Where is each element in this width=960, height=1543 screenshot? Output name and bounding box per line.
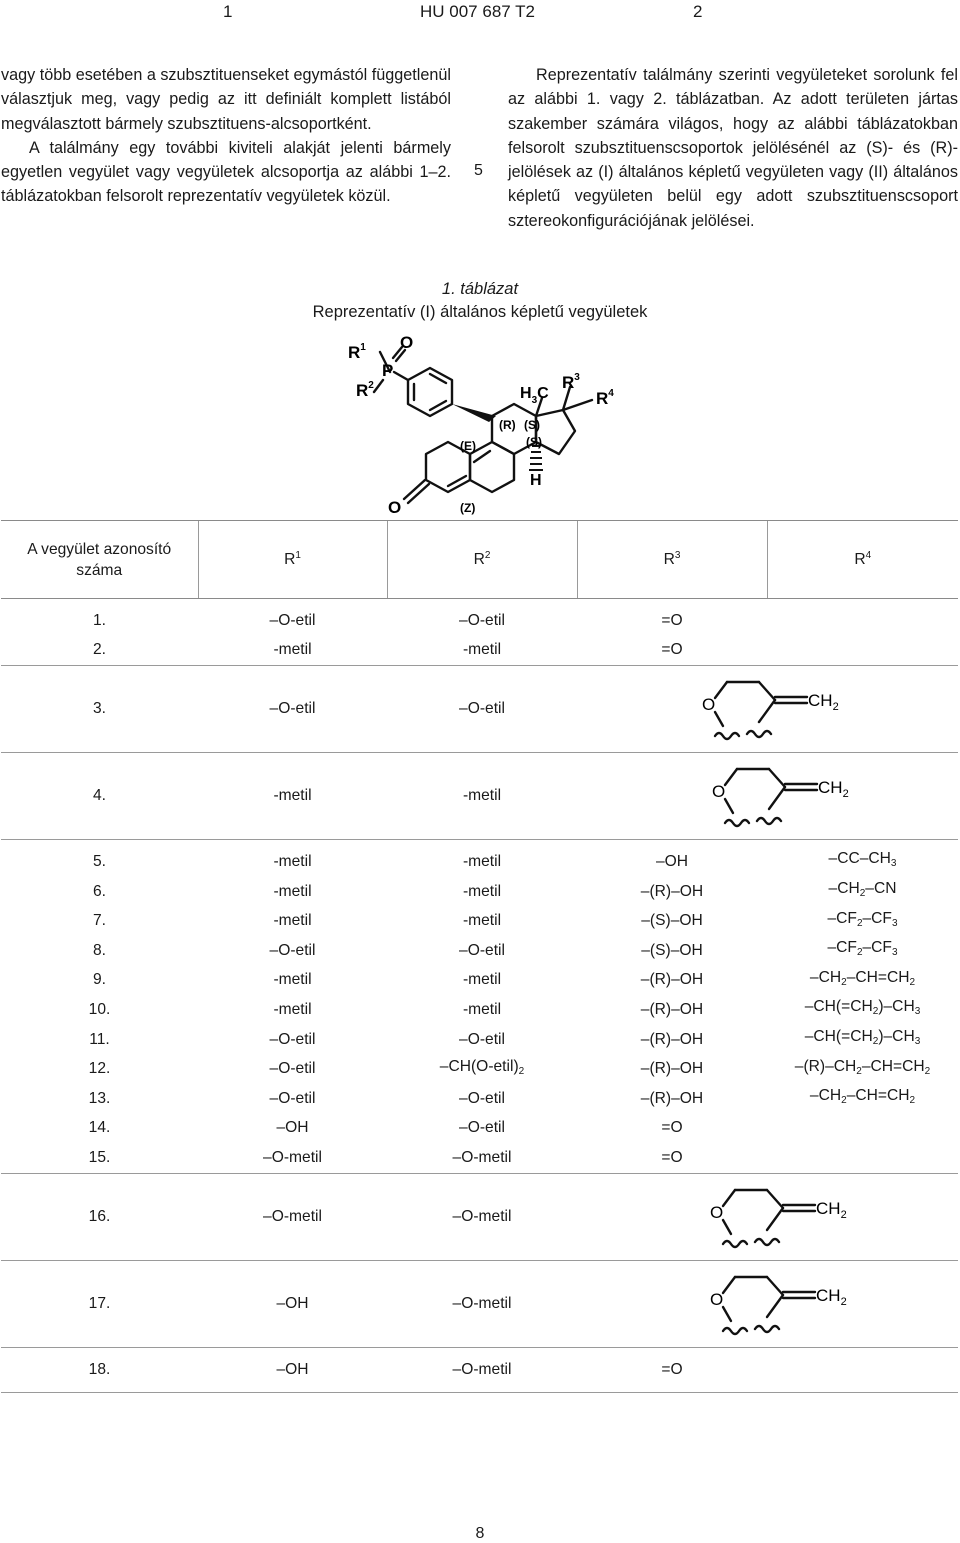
cell-id: 2. [1,636,198,666]
r2-label: $R^2$ [356,380,374,400]
cell-id: 11. [89,1030,110,1048]
right-paragraph-1: Reprezentatív találmány szerinti vegyületeket sorolunk fel az alábbi 1. vagy 2. táblázatban. Az adott területen jártas szakember számára világos, hogy az alábbi táblázatokban felsorolt szubsztituenscsoportok jelölésénél az (S)- és (R)- jelölések az (I) általános képletű vegyületen vagy (II) általános képletű vegyületen belül egy adott szubsztituenscsoport sztereokonfigurációjának jelölései. [508,66,958,230]
cell-r3: –(R)–OH [640,971,704,989]
table-row [1,995,958,1025]
document-number: HU 007 687 T2 [420,2,535,21]
cell-r1: -metil [198,636,387,666]
exomethylene-ring-icon [705,1269,865,1339]
table-row [1,1025,958,1055]
table-row [1,1173,958,1260]
table-row [1,1114,958,1144]
ring-ch2-label: $CH_2$ [818,778,849,801]
general-formula-structure [330,332,650,522]
cell-r2: –O-etil [459,1089,505,1107]
cell-id: 12. [88,1060,111,1078]
table-caption-title: Reprezentatív (I) általános képletű vegyületek [312,303,648,321]
oxygen-label: O [400,333,414,352]
cell-r1: –O-etil [269,1060,316,1078]
cell-r4: $-CH_2-CH=CH_2$ [809,968,916,988]
cell-r3-ring [577,1260,958,1347]
cell-r2: –O-etil [387,666,577,753]
cell-id: 9. [92,971,106,989]
left-paragraph-1: vagy több esetében a szubsztituenseket egymástól függetlenül választjuk meg, vagy pedig az itt definiált komplett listából megválasztott bármely szubsztituens-alcsoportként. [1,66,451,133]
cell-r2: –O-etil [459,1030,505,1048]
cell-r3: –(S)–OH [641,941,703,959]
cell-r2: -metil [462,882,502,900]
table-row [1,1260,958,1347]
page-number-right: 2 [693,2,703,21]
cell-r1: -metil [273,1000,312,1018]
exomethylene-ring-icon [707,761,867,831]
cell-id: 16. [1,1173,198,1260]
cell-r4: $-CH_2-CH=CH_2$ [809,1087,916,1107]
cell-r2: -metil [462,912,502,930]
left-paragraph-2: A találmány egy további kiviteli alakját jelenti bármely egyetlen vegyület vagy vegyületek alcsoportja az alábbi 1–2. táblázatokban felsorolt reprezentatív vegyületek közül. [1,138,451,206]
cell-id: 10. [88,1000,111,1018]
cell-r1: -metil [198,753,387,840]
cell-id: 5. [92,852,106,870]
table-row [1,599,958,636]
cell-r3-ring [577,753,958,840]
table-row [1,906,958,936]
stereo-s-label-1: (S) [524,418,540,432]
cell-r2: -metil [462,852,502,870]
r3-label: $R^3$ [562,372,580,392]
cell-r3: –(R)–OH [640,1060,704,1078]
page-number: 8 [475,1525,485,1542]
cell-id: 17. [1,1260,198,1347]
cell-r1: –O-etil [269,1089,316,1107]
table-row [1,840,958,877]
table-row [1,877,958,907]
cell-r4: $-CF_2-CF_3$ [827,909,898,929]
cell-r1: –O-metil [198,1143,387,1173]
ring-ch2-label: $CH_2$ [808,691,839,714]
ring-oxygen-label: O [710,1202,724,1222]
cell-r3: –(R)–OH [640,1030,704,1048]
cell-r1: –O-etil [269,611,316,629]
cell-r2: -metil [387,636,577,666]
header-compound-id: A vegyület azonosító száma [1,521,198,599]
cell-r2: –O-metil [387,1347,577,1392]
header-r2: $R^2$ [387,521,577,599]
h3c-label: $H_3C$ [520,385,549,406]
table-row [1,1347,958,1392]
cell-r2: –O-metil [387,1173,577,1260]
cell-r2: -metil [462,1000,502,1018]
cell-r3-ring [577,666,958,753]
cell-id: 1. [92,611,106,629]
cell-r4: $-CH(=CH_2)-CH_3$ [804,998,921,1018]
cell-id: 3. [1,666,198,753]
line-number: 5 [474,162,483,179]
exomethylene-ring-icon [705,1182,865,1252]
cell-id: 14. [88,1119,111,1137]
cell-r3: –(R)–OH [640,1000,704,1018]
cell-id: 4. [1,753,198,840]
phosphorus-label: P [382,361,394,380]
cell-r1: –OH [276,1119,309,1137]
r1-label: $R^1$ [348,342,366,362]
stereo-r-label: (R) [499,418,516,432]
cell-r4: $-CC-CH_3$ [828,850,897,870]
cell-id: 18. [1,1347,198,1392]
cell-r4: $-(R)-CH_2-CH=CH_2$ [794,1057,931,1077]
cell-r1: -metil [273,882,312,900]
cell-r4 [767,636,958,666]
cell-r1: -metil [273,852,312,870]
cell-r1: –O-etil [269,1030,316,1048]
cell-r2: $-CH(O-etil)_2$ [439,1057,525,1077]
r4-label: $R^4$ [596,388,614,408]
header-r1: $R^1$ [198,521,387,599]
cell-r3: =O [661,1119,683,1137]
ring-oxygen-label: O [712,782,726,802]
table-row [1,936,958,966]
hydrogen-label: H [530,472,542,489]
cell-r1: –O-etil [269,941,316,959]
cell-r1: -metil [273,971,312,989]
cell-r3: –(S)–OH [641,912,703,930]
exomethylene-ring-icon [697,674,857,744]
table-header-row [1,521,958,599]
cell-r1: –O-metil [198,1173,387,1260]
cell-r2: –O-etil [459,941,505,959]
table-row [1,1084,958,1114]
ring-ch2-label: $CH_2$ [816,1285,847,1308]
cell-id: 7. [92,912,106,930]
table-row [1,1143,958,1173]
cell-r1: -metil [273,912,312,930]
cell-r4 [767,1347,958,1392]
table-row [1,1054,958,1084]
header-r4: $R^4$ [767,521,958,599]
compounds-table [1,520,958,1393]
header-r3: $R^3$ [577,521,767,599]
table-caption-label: 1. táblázat [441,280,519,298]
cell-r3: =O [577,1347,767,1392]
cell-r3: =O [577,1143,767,1173]
cell-r2: -metil [387,753,577,840]
cell-r1: –O-etil [198,666,387,753]
cell-r2: –O-etil [459,611,505,629]
left-column [1,63,451,209]
stereo-e-label: (E) [460,439,476,453]
table-row [1,636,958,666]
cell-r4 [767,599,958,636]
cell-r4 [767,1143,958,1173]
cell-id: 15. [1,1143,198,1173]
cell-r4: $-CH(=CH_2)-CH_3$ [804,1028,921,1048]
cell-r4: $-CF_2-CF_3$ [827,939,898,959]
cell-r1: –OH [198,1347,387,1392]
ring-ch2-label: $CH_2$ [816,1198,847,1221]
table-row [1,753,958,840]
cell-r2: –O-metil [387,1143,577,1173]
ring-oxygen-label: O [710,1289,724,1309]
page-number-left: 1 [223,2,233,21]
ketone-oxygen-label: O [388,498,402,517]
cell-id: 6. [92,882,106,900]
right-column [508,63,958,233]
cell-r3: =O [577,636,767,666]
cell-r3: –OH [655,852,689,870]
ring-oxygen-label: O [702,695,716,715]
stereo-s-label-2: (S) [526,435,542,449]
cell-r3: –(R)–OH [640,1089,704,1107]
cell-id: 8. [92,941,106,959]
cell-id: 13. [88,1089,111,1107]
table-row [1,966,958,996]
cell-r2: –O-metil [387,1260,577,1347]
cell-r4 [767,1114,958,1144]
cell-r2: –O-etil [459,1119,505,1137]
cell-r1: –OH [198,1260,387,1347]
stereo-z-label: (Z) [460,501,476,515]
cell-r4: $-CH_2-CN$ [828,880,897,900]
cell-r2: -metil [462,971,502,989]
cell-r3: –(R)–OH [640,882,704,900]
cell-r3: =O [661,611,683,629]
table-row [1,666,958,753]
cell-r3-ring [577,1173,958,1260]
